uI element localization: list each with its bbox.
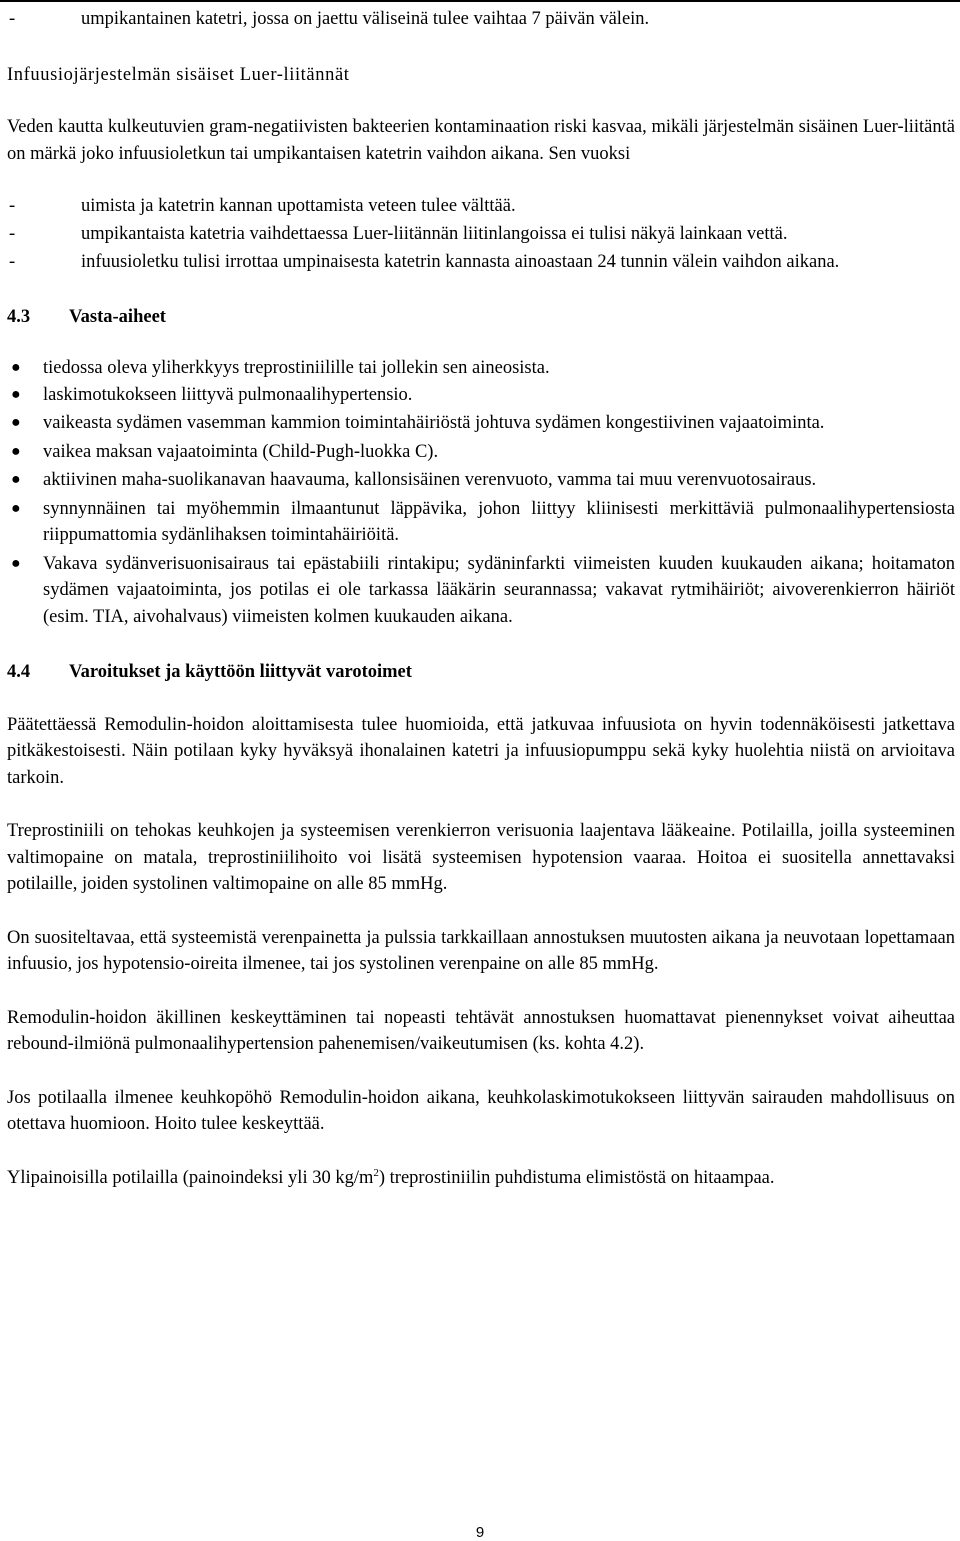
bullet-marker: ●	[11, 442, 21, 460]
dash-item-text: infuusioletku tulisi irrottaa umpinaisesta katetrin kannasta ainoastaan 24 tunnin välein vaihdon aikana.	[81, 252, 840, 272]
bullet-item-text: vaikea maksan vajaatoiminta (Child-Pugh-luokka C).	[43, 441, 439, 462]
bullet-marker: ●	[11, 554, 21, 572]
section-title: Varoitukset ja käyttöön liittyvät varotoimet	[69, 662, 412, 682]
dash-marker: -	[9, 252, 16, 272]
warnings-paragraph: Remodulin-hoidon äkillinen keskeyttäminen tai nopeasti tehtävät annostuksen huomattavat pienennykset voivat aiheuttaa rebound-ilmiönä pulmonaalihypertension pahenemisen/vaikeutumisen (ks. kohta 4.2).	[7, 1007, 955, 1054]
bmi-text-before: Ylipainoisilla potilailla (painoindeksi yli 30 kg/m	[7, 1167, 374, 1188]
page-number: 9	[475, 1524, 485, 1541]
section-title: Vasta-aiheet	[69, 306, 166, 327]
warnings-paragraph: On suositeltavaa, että systeemistä verenpainetta ja pulssia tarkkaillaan annostuksen muutosten aikana ja neuvotaan lopettamaan infuusio, jos hypotensio-oireita ilmenee, tai jos systolinen verenpaine on alle 85 mmHg.	[7, 927, 955, 974]
bullet-list-item	[7, 355, 955, 382]
bullet-list-item	[7, 439, 955, 466]
superscript-2: 2	[373, 1166, 379, 1179]
dash-marker: -	[9, 223, 16, 244]
contraindications-list	[7, 355, 955, 630]
bullet-item-text: laskimotukokseen liittyvä pulmonaalihypertensio.	[43, 384, 413, 405]
dash-item-text: uimista ja katetrin kannan upottamista veteen tulee välttää.	[81, 196, 516, 216]
section-heading-4-4	[7, 659, 955, 686]
bullet-marker: ●	[11, 359, 21, 376]
bmi-text-after: ) treprostiniilin puhdistuma elimistöstä on hitaampaa.	[378, 1167, 775, 1188]
warnings-paragraph: Jos potilaalla ilmenee keuhkopöhö Remodulin-hoidon aikana, keuhkolaskimotukokseen liittyvän sairauden mahdollisuus on otettava huomioon. Hoito tulee keskeyttää.	[7, 1087, 955, 1134]
bullet-marker: ●	[11, 471, 21, 488]
dash-list-item	[7, 249, 955, 276]
dash-item-text: umpikantainen katetri, jossa on jaettu väliseinä tulee vaihtaa 7 päivän välein.	[81, 9, 650, 29]
bullet-marker: ●	[11, 385, 21, 403]
bullet-marker: ●	[11, 414, 21, 431]
bmi-paragraph	[7, 1165, 955, 1192]
bullet-marker: ●	[11, 499, 21, 517]
bullet-list-item	[7, 496, 955, 549]
bullet-list-item	[7, 382, 955, 409]
bullet-item-text: synnynnäinen tai myöhemmin ilmaantunut läppävika, johon liittyy kliinisesti merkittäviä pulmonaalihypertensiosta riippumattomia sydänlihaksen toimintahäiriöitä.	[43, 498, 955, 545]
bullet-item-text: vaikeasta sydämen vasemman kammion toimintahäiriöstä johtuva sydämen kongestiivinen vajaatoiminta.	[43, 413, 825, 433]
dash-item-text: umpikantaista katetria vaihdettaessa Luer-liitännän liitinlangoissa ei tulisi näkyä lainkaan vettä.	[81, 223, 788, 244]
dash-marker: -	[9, 9, 16, 29]
dash-list-item	[7, 193, 955, 220]
section-number: 4.3	[7, 306, 31, 327]
section-number: 4.4	[7, 662, 31, 682]
bullet-item-text: Vakava sydänverisuonisairaus tai epästabiili rintakipu; sydäninfarkti viimeisten kuuden kuukauden aikana; hoitamaton sydämen vajaatoiminta, jos potilas ei ole tarkassa lääkärin seurannassa; vakavat rytmihäiriöt; aivoverenkierron häiriöt (esim. TIA, aivohalvaus) viimeisten kolmen kuukauden aikana.	[43, 553, 955, 627]
bullet-item-text: tiedossa oleva yliherkkyys treprostiniilille tai jollekin sen aineosista.	[43, 358, 550, 378]
bullet-item-text: aktiivinen maha-suolikanavan haavauma, kallonsisäinen verenvuoto, vamma tai muu verenvuotosairaus.	[43, 470, 817, 490]
dash-list-item	[7, 6, 955, 33]
bullet-list-item	[7, 551, 955, 631]
bullet-list-item	[7, 410, 955, 437]
luer-paragraph: Veden kautta kulkeutuvien gram-negatiivisten bakteerien kontaminaation riski kasvaa, mikäli järjestelmän sisäinen Luer-liitäntä on märkä joko infuusioletkun tai umpikantaisen katetrin vaihdon aikana. Sen vuoksi	[7, 117, 955, 164]
warnings-paragraph: Treprostiniili on tehokas keuhkojen ja systeemisen verenkierron verisuonia laajentava lääkeaine. Potilailla, joilla systeeminen valtimopaine on matala, treprostiniilihoito voi lisätä systeemisen hypotension vaaraa. Hoitoa ei suositella annettavaksi potilaille, joiden systolinen valtimopaine on alle 85 mmHg.	[7, 821, 955, 894]
subheading-luer: Infuusiojärjestelmän sisäiset Luer-liitännät	[7, 64, 350, 85]
bullet-list-item	[7, 467, 955, 494]
section-heading-4-3	[7, 304, 955, 331]
dash-list-item	[7, 221, 955, 248]
document-page	[7, 2, 955, 1191]
dash-marker: -	[9, 196, 16, 216]
luer-dash-list	[7, 193, 955, 276]
warnings-paragraph: Päätettäessä Remodulin-hoidon aloittamisesta tulee huomioida, että jatkuvaa infuusiota on hyvin todennäköisesti jatkettava pitkäkestoisesti. Näin potilaan kyky hyväksyä ihonalainen katetri ja infuusiopumppu sekä kyky huolehtia niistä on arvioitava tarkoin.	[7, 714, 955, 788]
